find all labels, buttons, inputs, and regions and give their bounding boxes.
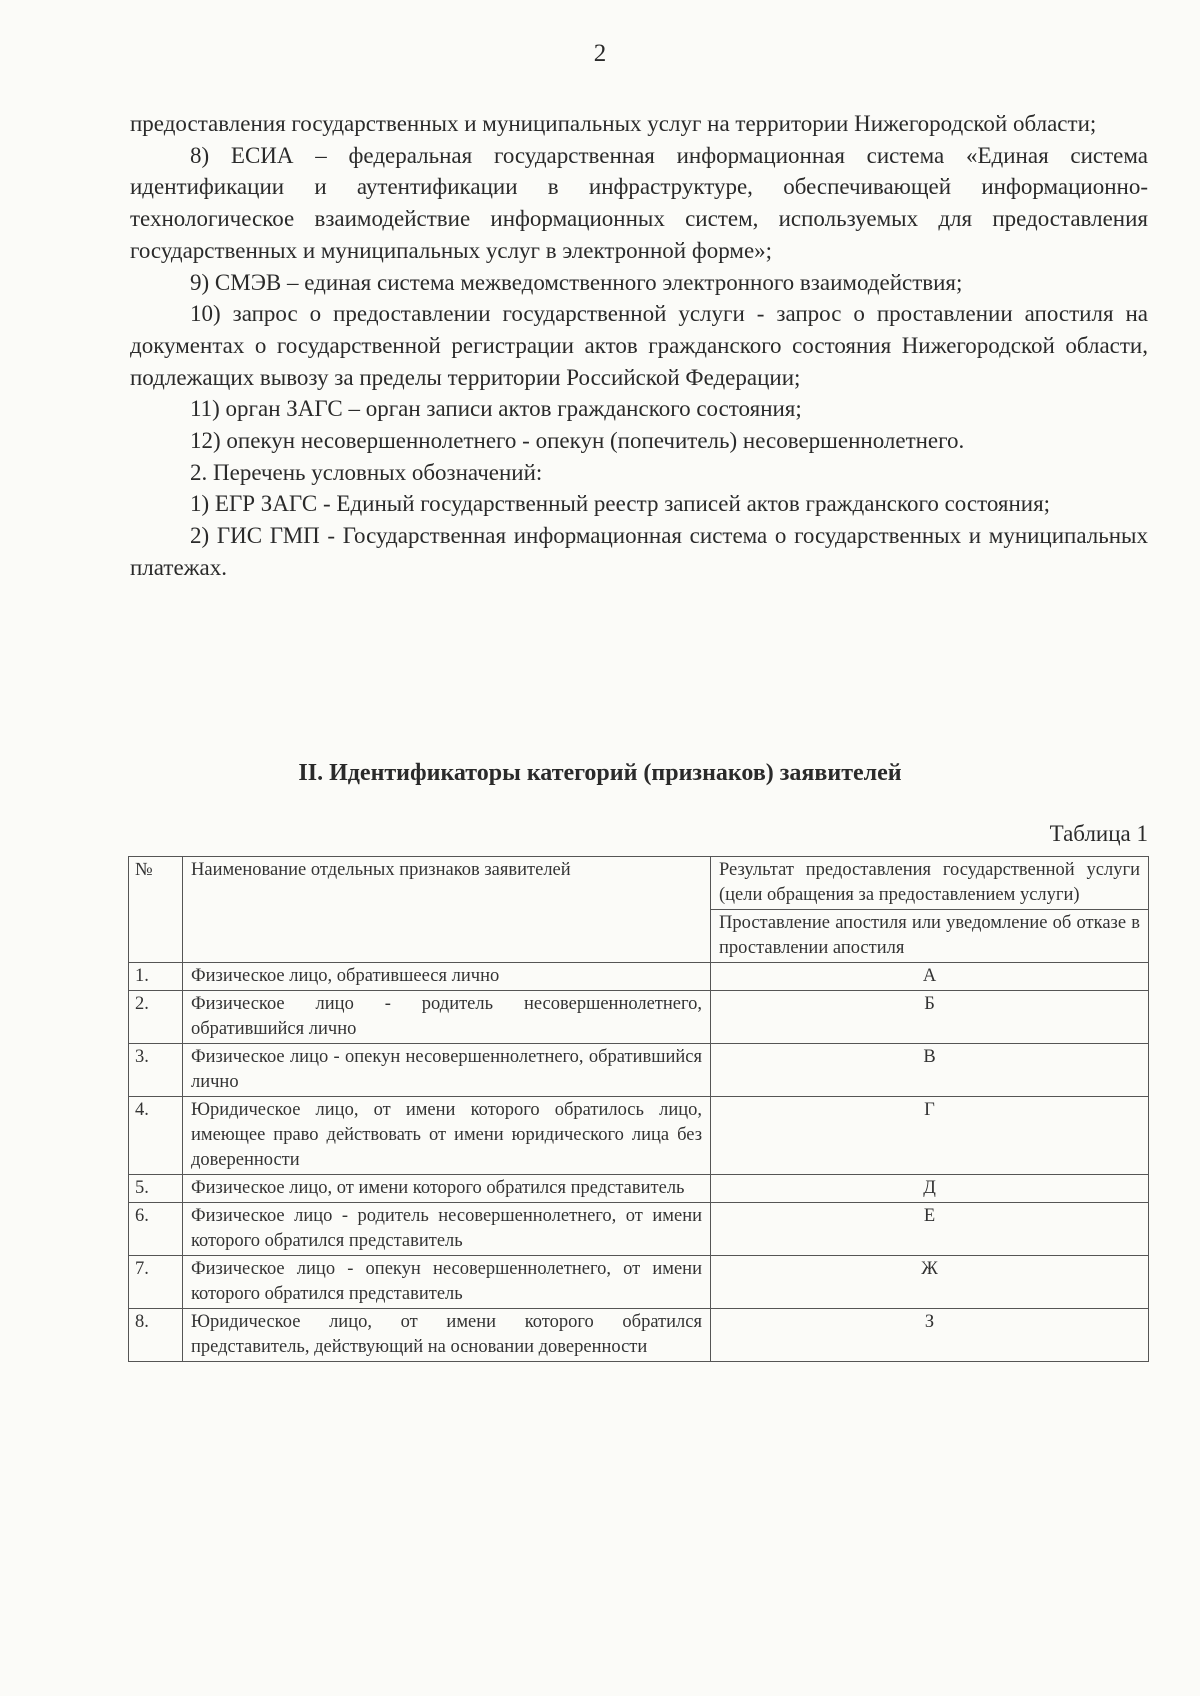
row-name: Физическое лицо - родитель несовершеннолетнего, обратившийся лично — [183, 991, 711, 1044]
table-row — [129, 1256, 1149, 1309]
row-code: Г — [711, 1097, 1149, 1175]
table-caption: Таблица 1 — [1049, 821, 1148, 846]
paragraph: 1) ЕГР ЗАГС - Единый государственный реестр записей актов гражданского состояния; — [190, 491, 1051, 517]
row-name: Юридическое лицо, от имени которого обратился представитель, действующий на основании доверенности — [183, 1309, 711, 1362]
row-number: 2. — [129, 991, 183, 1044]
row-number: 1. — [129, 963, 183, 991]
table-row — [129, 1203, 1149, 1256]
paragraph: 12) опекун несовершеннолетнего - опекун (попечитель) несовершеннолетнего. — [190, 428, 965, 454]
row-code: А — [711, 963, 1149, 991]
row-code: В — [711, 1044, 1149, 1097]
paragraph: 2. Перечень условных обозначений: — [190, 459, 543, 485]
table-row — [129, 991, 1149, 1044]
paragraph: 10) запрос о предоставлении государственной услуги - запрос о проставлении апостиля на документах о государственной регистрации актов гражданского состояния Нижегородской области, подлежащих вывозу за пределы территории Российской Федерации; — [130, 301, 1148, 390]
table-row — [129, 963, 1149, 991]
paragraph: 11) орган ЗАГС – орган записи актов гражданского состояния; — [190, 396, 802, 422]
row-code: Б — [711, 991, 1149, 1044]
table-row — [129, 1175, 1149, 1203]
row-number: 4. — [129, 1097, 183, 1175]
table-row — [129, 1097, 1149, 1175]
row-number: 8. — [129, 1309, 183, 1362]
row-number: 7. — [129, 1256, 183, 1309]
paragraph: предоставления государственных и муниципальных услуг на территории Нижегородской области; — [130, 111, 1097, 136]
row-name: Физическое лицо - опекун несовершеннолетнего, обратившийся лично — [183, 1044, 711, 1097]
row-name: Физическое лицо - опекун несовершеннолетнего, от имени которого обратился представитель — [183, 1256, 711, 1309]
row-name: Физическое лицо - родитель несовершеннолетнего, от имени которого обратился представитель — [183, 1203, 711, 1256]
applicant-categories-table — [128, 856, 1149, 1362]
row-number: 3. — [129, 1044, 183, 1097]
row-code: З — [711, 1309, 1149, 1362]
table-row — [129, 1044, 1149, 1097]
paragraph: 2) ГИС ГМП - Государственная информационная система о государственных и муниципальных платежах. — [130, 523, 1148, 580]
row-number: 6. — [129, 1203, 183, 1256]
row-code: Ж — [711, 1256, 1149, 1309]
row-name: Физическое лицо, от имени которого обратился представитель — [183, 1175, 711, 1203]
paragraph: 9) СМЭВ – единая система межведомственного электронного взаимодействия; — [190, 269, 963, 295]
row-code: Д — [711, 1175, 1149, 1203]
table-row — [129, 1309, 1149, 1362]
paragraph: 8) ЕСИА – федеральная государственная информационная система «Единая система идентификации и аутентификации в инфраструктуре, обеспечивающей информационно-технологическое взаимодействие информационных систем, используемых для предоставления государственных и муниципальных услуг в электронной форме»; — [130, 142, 1148, 263]
body-text — [130, 108, 1148, 584]
row-number: 5. — [129, 1175, 183, 1203]
header-result: Результат предоставления государственной услуги (цели обращения за предоставлением услуги) — [711, 857, 1149, 910]
row-code: Е — [711, 1203, 1149, 1256]
header-name: Наименование отдельных признаков заявителей — [183, 857, 711, 963]
page-number: 2 — [593, 40, 607, 67]
table-header-row — [129, 857, 1149, 910]
section-heading: II. Идентификаторы категорий (признаков) заявителей — [298, 760, 902, 786]
header-number: № — [129, 857, 183, 963]
row-name: Физическое лицо, обратившееся лично — [183, 963, 711, 991]
header-result-sub: Проставление апостиля или уведомление об отказе в проставлении апостиля — [711, 910, 1149, 963]
row-name: Юридическое лицо, от имени которого обратилось лицо, имеющее право действовать от имени юридического лица без доверенности — [183, 1097, 711, 1175]
